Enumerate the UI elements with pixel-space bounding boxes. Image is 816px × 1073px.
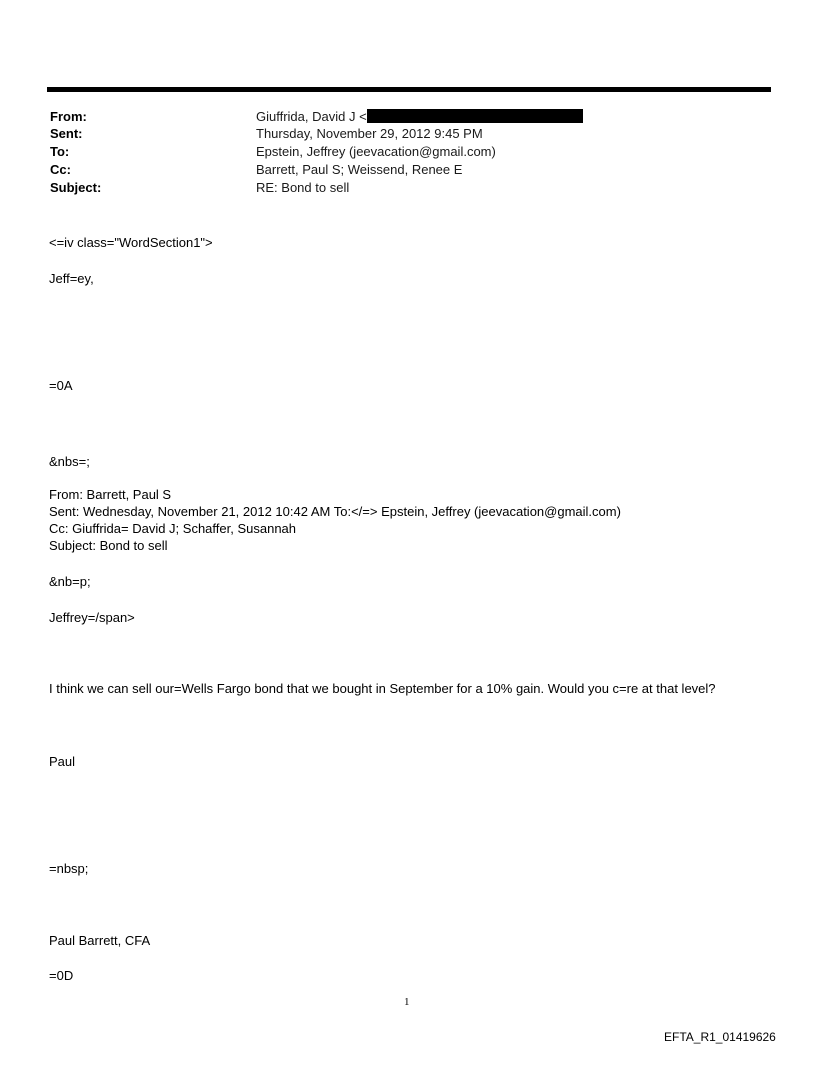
body-line: Jeffrey=/span> <box>49 610 135 625</box>
body-line: Jeff=ey, <box>49 271 94 286</box>
body-message: I think we can sell our=Wells Fargo bond that we bought in September for a 10% gain. Would you c=re at that level? <box>49 681 716 696</box>
redaction-box <box>367 109 583 123</box>
body-line: &nb=p; <box>49 574 91 589</box>
sent-value: Thursday, November 29, 2012 9:45 PM <box>256 126 483 141</box>
cc-label: Cc: <box>50 162 71 177</box>
cc-value: Barrett, Paul S; Weissend, Renee E <box>256 162 463 177</box>
document-id: EFTA_R1_01419626 <box>664 1030 776 1044</box>
from-name: Giuffrida, David J < <box>256 109 367 124</box>
body-line: =nbsp; <box>49 861 89 876</box>
from-value <box>256 108 583 125</box>
body-line: <=iv class="WordSection1"> <box>49 235 213 250</box>
sent-label: Sent: <box>50 126 83 141</box>
body-line: &nbs=; <box>49 454 90 469</box>
forwarded-cc: Cc: Giuffrida= David J; Schaffer, Susannah <box>49 521 297 536</box>
header-divider <box>47 87 771 92</box>
subject-label: Subject: <box>50 180 102 195</box>
signature-name: Paul <box>49 754 76 769</box>
page-number: 1 <box>404 996 410 1008</box>
to-label: To: <box>50 144 70 159</box>
to-value: Epstein, Jeffrey (jeevacation@gmail.com) <box>256 144 496 159</box>
subject-value: RE: Bond to sell <box>256 180 350 195</box>
signature-title: Paul Barrett, CFA <box>49 933 151 948</box>
forwarded-sent: Sent: Wednesday, November 21, 2012 10:42 AM To:</=> Epstein, Jeffrey (jeevacation@gmail.com) <box>49 504 621 519</box>
from-label: From: <box>50 109 87 124</box>
body-line: =0A <box>49 378 73 393</box>
forwarded-from: From: Barrett, Paul S <box>49 487 172 502</box>
body-line: =0D <box>49 968 74 983</box>
forwarded-subject: Subject: Bond to sell <box>49 538 168 553</box>
